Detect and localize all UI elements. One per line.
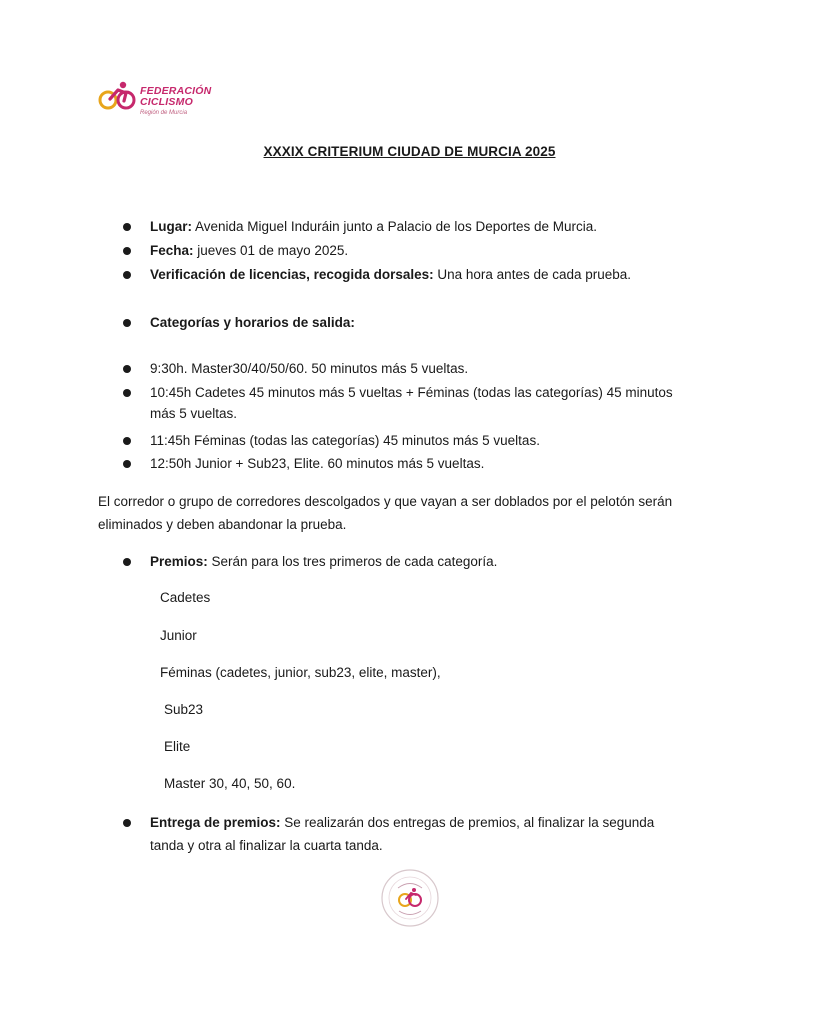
document-title: XXXIX CRITERIUM CIUDAD DE MURCIA 2025 xyxy=(263,144,556,159)
bullet-icon xyxy=(123,437,131,445)
categorias-heading: Categorías y horarios de salida: xyxy=(150,315,355,330)
premio-category: Master 30, 40, 50, 60. xyxy=(164,776,296,791)
entrega-value: Se realizarán dos entregas de premios, al finalizar la segunda xyxy=(280,815,655,830)
bullet-icon xyxy=(123,460,131,468)
fecha-value: jueves 01 de mayo 2025. xyxy=(193,243,349,258)
premios-item xyxy=(150,553,497,571)
elimination-paragraph-line: eliminados y deben abandonar la prueba. xyxy=(98,517,347,532)
info-verificacion xyxy=(150,266,631,284)
fecha-label: Fecha: xyxy=(150,243,194,258)
logo-line-2: CICLISMO xyxy=(140,96,193,108)
premio-category: Elite xyxy=(164,739,191,754)
bullet-icon xyxy=(123,223,131,231)
schedule-item: 10:45h Cadetes 45 minutos más 5 vueltas + Féminas (todas las categorías) 45 minutos xyxy=(150,385,673,400)
bullet-icon xyxy=(123,365,131,373)
bullet-icon xyxy=(123,389,131,397)
schedule-item: 11:45h Féminas (todas las categorías) 45 minutos más 5 vueltas. xyxy=(150,433,540,448)
cyclist-logo-icon xyxy=(96,80,140,112)
premio-category: Féminas (cadetes, junior, sub23, elite, master), xyxy=(160,665,441,680)
bullet-icon xyxy=(123,247,131,255)
bullet-icon xyxy=(123,271,131,279)
federation-logo xyxy=(96,78,226,122)
bullet-icon xyxy=(123,819,131,827)
schedule-item: 9:30h. Master30/40/50/60. 50 minutos más 5 vueltas. xyxy=(150,361,469,376)
premio-category: Sub23 xyxy=(164,702,204,717)
schedule-item: 12:50h Junior + Sub23, Elite. 60 minutos más 5 vueltas. xyxy=(150,456,485,471)
entrega-label: Entrega de premios: xyxy=(150,815,281,830)
info-lugar xyxy=(150,218,597,236)
logo-line-1: FEDERACIÓN xyxy=(140,85,212,97)
info-fecha xyxy=(150,242,348,260)
premio-category: Cadetes xyxy=(160,590,211,605)
entrega-line-2: tanda y otra al finalizar la cuarta tanda. xyxy=(150,838,383,853)
premios-value: Serán para los tres primeros de cada categoría. xyxy=(207,554,498,569)
bullet-icon xyxy=(123,319,131,327)
lugar-label: Lugar: xyxy=(150,219,192,234)
premios-label: Premios: xyxy=(150,554,208,569)
premio-category: Junior xyxy=(160,628,197,643)
schedule-item-continuation: más 5 vueltas. xyxy=(150,406,238,421)
federation-stamp-icon xyxy=(380,868,440,928)
verificacion-value: Una hora antes de cada prueba. xyxy=(433,267,632,282)
entrega-item xyxy=(150,814,654,832)
lugar-value: Avenida Miguel Induráin junto a Palacio de los Deportes de Murcia. xyxy=(192,219,597,234)
verificacion-label: Verificación de licencias, recogida dorsales: xyxy=(150,267,434,282)
bullet-icon xyxy=(123,558,131,566)
logo-subtitle: Región de Murcia xyxy=(140,110,188,116)
elimination-paragraph-line: El corredor o grupo de corredores descolgados y que vayan a ser doblados por el pelotón serán xyxy=(98,494,673,509)
